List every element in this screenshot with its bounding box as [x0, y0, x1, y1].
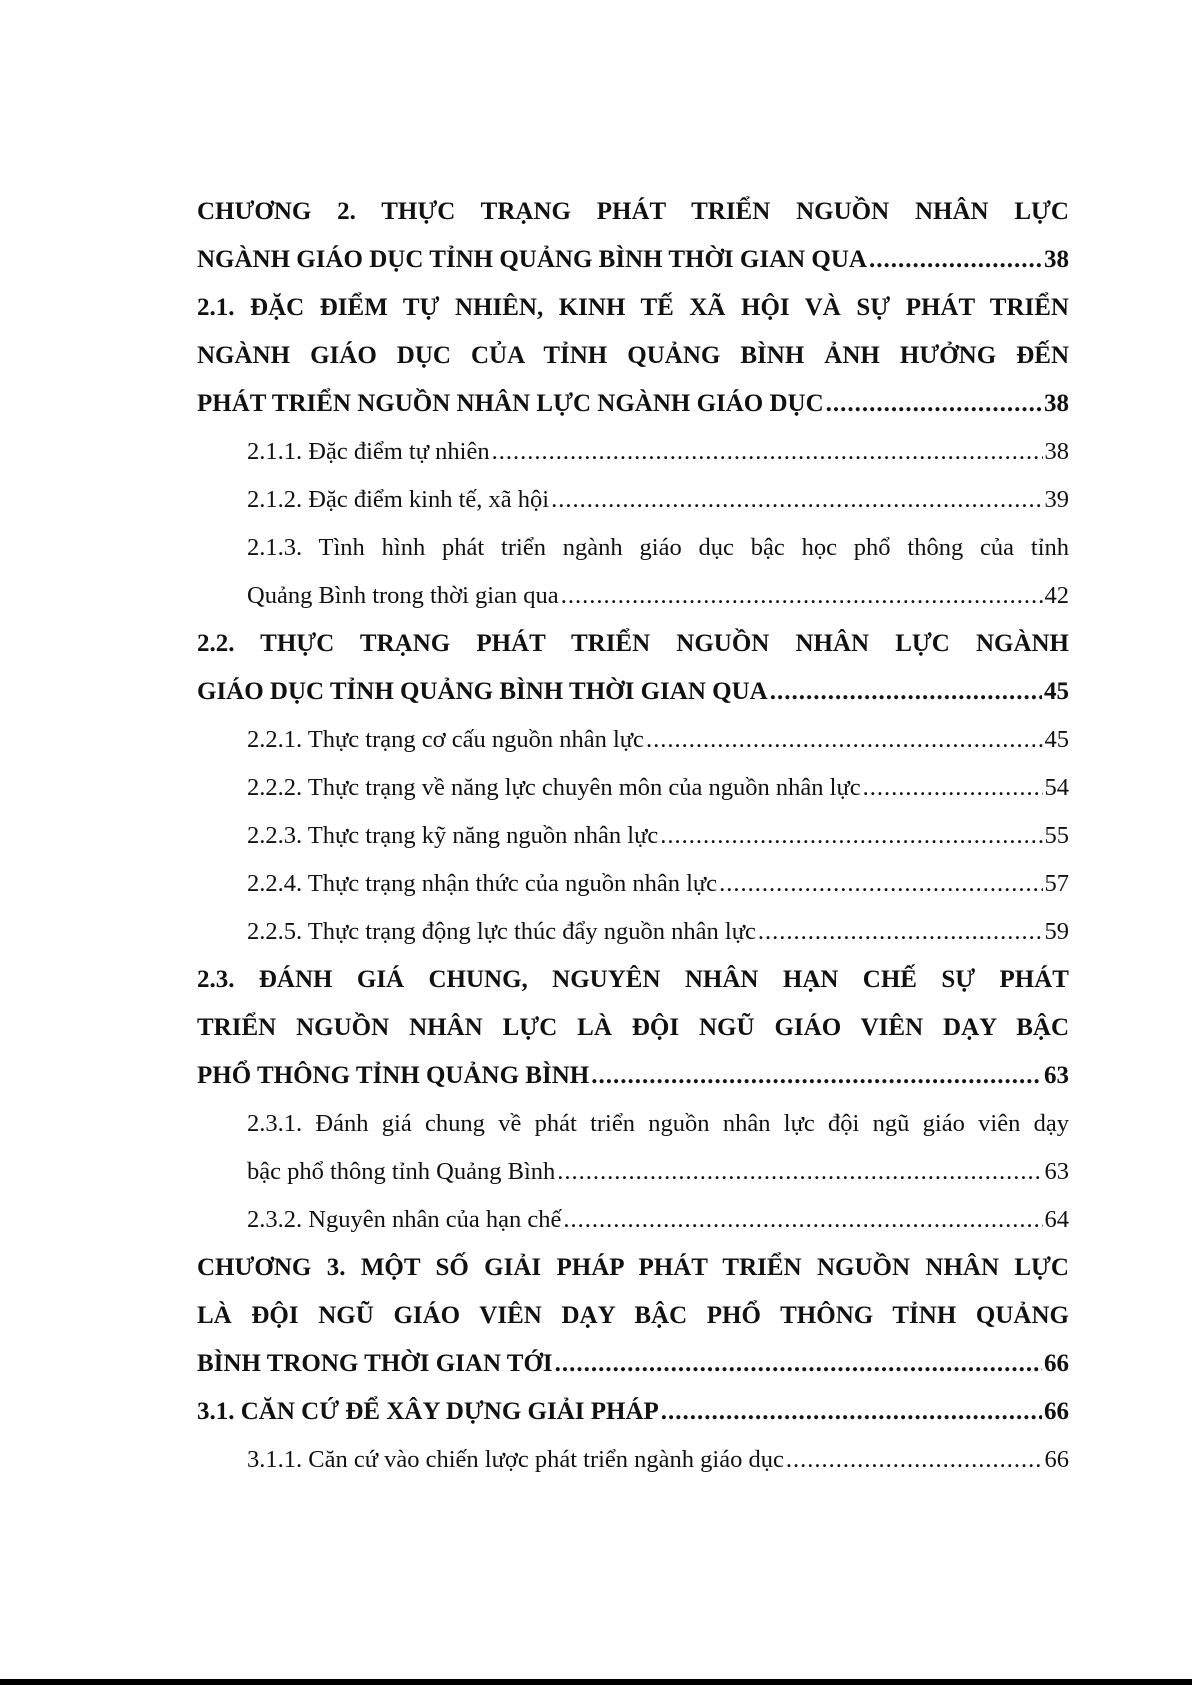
toc-entry-final-line	[247, 1436, 1069, 1484]
dot-leader	[826, 380, 1042, 428]
toc-entry-title: bậc phổ thông tỉnh Quảng Bình	[247, 1158, 556, 1185]
toc-entry-title: 2.2.3. Thực trạng kỹ năng nguồn nhân lực	[247, 822, 659, 849]
page-bottom-rule	[0, 1679, 1192, 1685]
dot-leader	[770, 668, 1042, 716]
toc-entry-line: NGÀNH GIÁO DỤC CỦA TỈNH QUẢNG BÌNH ẢNH HƯỞNG ĐẾN	[197, 342, 1069, 369]
toc-entry-title: PHỔ THÔNG TỈNH QUẢNG BÌNH	[197, 1062, 590, 1089]
toc-subentry[interactable]	[197, 716, 1069, 764]
dot-leader	[563, 1196, 1042, 1244]
toc-entry-final-line	[247, 860, 1069, 908]
toc-entry-title: 2.2.1. Thực trạng cơ cấu nguồn nhân lực	[247, 726, 644, 753]
dot-leader	[555, 1340, 1042, 1388]
toc-page-number: 55	[1044, 822, 1069, 849]
toc-subentry[interactable]	[197, 428, 1069, 476]
toc-page-number: 42	[1044, 582, 1069, 609]
toc-page-number: 45	[1044, 726, 1069, 753]
toc-entry-final-line	[247, 428, 1069, 476]
toc-entry-line: 2.3. ĐÁNH GIÁ CHUNG, NGUYÊN NHÂN HẠN CHẾ SỰ PHÁT	[197, 966, 1069, 993]
toc-entry-title: BÌNH TRONG THỜI GIAN TỚI	[197, 1350, 553, 1377]
toc-entry-final-line	[247, 812, 1069, 860]
toc-entry-final-line	[247, 1148, 1069, 1196]
toc-page-number: 45	[1044, 678, 1069, 705]
toc-entry-final-line	[247, 1196, 1069, 1244]
dot-leader	[551, 476, 1042, 524]
toc-subentry[interactable]	[197, 1436, 1069, 1484]
toc-entry-line: 2.3.1. Đánh giá chung về phát triển nguồn nhân lực đội ngũ giáo viên dạy	[247, 1110, 1069, 1137]
toc-entry-final-line	[247, 764, 1069, 812]
dot-leader	[646, 716, 1043, 764]
toc-page-number: 66	[1044, 1446, 1069, 1473]
toc-page-number: 38	[1044, 438, 1069, 465]
toc-entry-final-line	[197, 1052, 1069, 1100]
toc-entry-final-line	[247, 572, 1069, 620]
toc-entry-line: 2.1. ĐẶC ĐIỂM TỰ NHIÊN, KINH TẾ XÃ HỘI VÀ SỰ PHÁT TRIỂN	[197, 294, 1069, 321]
toc-heading-entry[interactable]	[197, 956, 1069, 1100]
toc-subentry[interactable]	[197, 764, 1069, 812]
toc-subentry[interactable]	[197, 1196, 1069, 1244]
toc-entry-title: 3.1.1. Căn cứ vào chiến lược phát triển ngành giáo dục	[247, 1446, 784, 1473]
toc-page-number: 66	[1044, 1350, 1069, 1377]
toc-entry-title: NGÀNH GIÁO DỤC TỈNH QUẢNG BÌNH THỜI GIAN QUA	[197, 246, 867, 273]
dot-leader	[557, 1148, 1042, 1196]
toc-page-number: 54	[1044, 774, 1069, 801]
toc-entry-line: 2.1.3. Tình hình phát triển ngành giáo dục bậc học phổ thông của tỉnh	[247, 534, 1069, 561]
toc-subentry[interactable]	[197, 908, 1069, 956]
toc-entry-title: GIÁO DỤC TỈNH QUẢNG BÌNH THỜI GIAN QUA	[197, 678, 768, 705]
toc-entry-title: 2.1.1. Đặc điểm tự nhiên	[247, 438, 490, 465]
toc-entry-final-line	[197, 236, 1069, 284]
dot-leader	[492, 428, 1043, 476]
toc-entry-final-line	[247, 716, 1069, 764]
toc-subentry[interactable]	[197, 524, 1069, 620]
toc-entry-final-line	[197, 668, 1069, 716]
toc-subentry[interactable]	[197, 860, 1069, 908]
toc-page-number: 57	[1044, 870, 1069, 897]
toc-entry-final-line	[197, 1340, 1069, 1388]
dot-leader	[719, 860, 1042, 908]
toc-page-number: 38	[1044, 246, 1069, 273]
toc-page-number: 63	[1044, 1062, 1069, 1089]
dot-leader	[863, 764, 1043, 812]
dot-leader	[786, 1436, 1043, 1484]
toc-entry-title: Quảng Bình trong thời gian qua	[247, 582, 559, 609]
toc-entry-line: LÀ ĐỘI NGŨ GIÁO VIÊN DẠY BẬC PHỔ THÔNG TỈNH QUẢNG	[197, 1302, 1069, 1329]
toc-entry-line: 2.2. THỰC TRẠNG PHÁT TRIỂN NGUỒN NHÂN LỰC NGÀNH	[197, 630, 1069, 657]
dot-leader	[561, 572, 1043, 620]
toc-entry-title: 3.1. CĂN CỨ ĐỂ XÂY DỰNG GIẢI PHÁP	[197, 1398, 659, 1425]
toc-heading-entry[interactable]	[197, 1244, 1069, 1388]
toc-heading-entry[interactable]	[197, 620, 1069, 716]
dot-leader	[869, 236, 1042, 284]
toc-entry-title: PHÁT TRIỂN NGUỒN NHÂN LỰC NGÀNH GIÁO DỤC	[197, 390, 824, 417]
toc-entry-title: 2.3.2. Nguyên nhân của hạn chế	[247, 1206, 562, 1233]
toc-entry-final-line	[197, 380, 1069, 428]
toc-page-number: 38	[1044, 390, 1069, 417]
toc-entry-line: TRIỂN NGUỒN NHÂN LỰC LÀ ĐỘI NGŨ GIÁO VIÊN DẠY BẬC	[197, 1014, 1069, 1041]
toc-entry-line: CHƯƠNG 2. THỰC TRẠNG PHÁT TRIỂN NGUỒN NHÂN LỰC	[197, 198, 1069, 225]
toc-entry-line: CHƯƠNG 3. MỘT SỐ GIẢI PHÁP PHÁT TRIỂN NGUỒN NHÂN LỰC	[197, 1254, 1069, 1281]
toc-subentry[interactable]	[197, 812, 1069, 860]
toc-entry-title: 2.1.2. Đặc điểm kinh tế, xã hội	[247, 486, 550, 513]
toc-heading-entry[interactable]	[197, 284, 1069, 428]
toc-heading-entry[interactable]	[197, 1388, 1069, 1436]
toc-page-number: 66	[1044, 1398, 1069, 1425]
toc-subentry[interactable]	[197, 476, 1069, 524]
toc-heading-entry[interactable]	[197, 188, 1069, 284]
toc-page-number: 59	[1044, 918, 1069, 945]
dot-leader	[591, 1052, 1042, 1100]
toc-entry-final-line	[247, 476, 1069, 524]
dot-leader	[661, 1388, 1042, 1436]
toc-entry-title: 2.2.4. Thực trạng nhận thức của nguồn nhân lực	[247, 870, 718, 897]
dot-leader	[660, 812, 1042, 860]
dot-leader	[758, 908, 1043, 956]
toc-page-number: 39	[1044, 486, 1069, 513]
toc-entry-title: 2.2.2. Thực trạng về năng lực chuyên môn của nguồn nhân lực	[247, 774, 861, 801]
toc-page-number: 64	[1044, 1206, 1069, 1233]
toc-entry-title: 2.2.5. Thực trạng động lực thúc đẩy nguồn nhân lực	[247, 918, 756, 945]
toc-subentry[interactable]	[197, 1100, 1069, 1196]
toc-entry-final-line	[247, 908, 1069, 956]
table-of-contents	[197, 188, 1069, 1484]
toc-page-number: 63	[1044, 1158, 1069, 1185]
toc-entry-final-line	[197, 1388, 1069, 1436]
